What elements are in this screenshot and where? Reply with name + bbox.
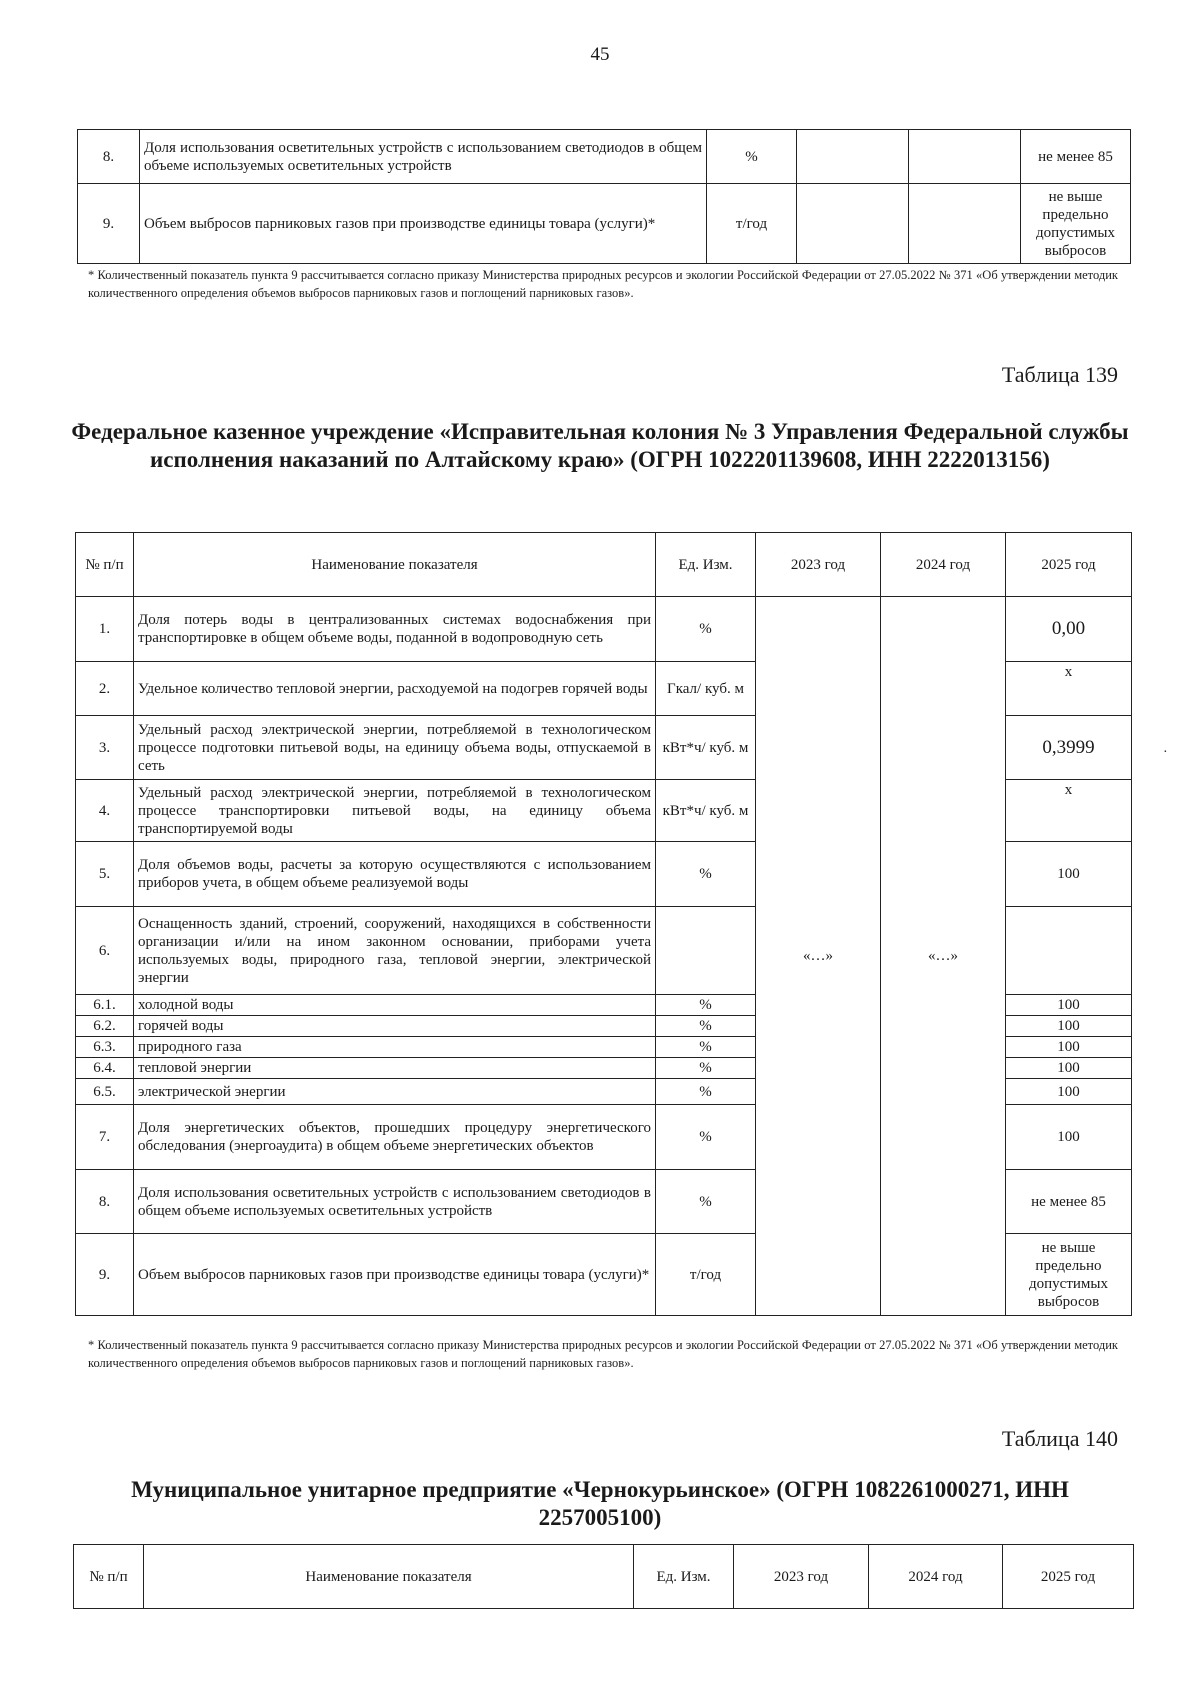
footnote: * Количественный показатель пункта 9 рассчитывается согласно приказу Министерства природных ресурсов и экологии Российской Федерации от 27.05.2022 № 371 «Об утверждении методик количественного определения объемов выбросов парниковых газов и поглощений парниковых газов».: [88, 268, 1118, 300]
value-2025: [1006, 907, 1132, 995]
row-number: 6.3.: [76, 1037, 134, 1058]
value-2025: не менее 85: [1021, 130, 1131, 184]
value-2025: 100: [1006, 1058, 1132, 1079]
row-number: 1.: [76, 597, 134, 662]
header-number: № п/п: [74, 1545, 144, 1609]
row-number: 6.4.: [76, 1058, 134, 1079]
row-number: 2.: [76, 662, 134, 716]
value-2025: х: [1006, 662, 1132, 716]
unit: %: [656, 995, 756, 1016]
row-number: 8.: [78, 130, 140, 184]
value-2025: 100: [1006, 1079, 1132, 1105]
table-row: [78, 184, 1131, 264]
value-2023: [797, 184, 909, 264]
row-number: 6.: [76, 907, 134, 995]
header-name: Наименование показателя: [134, 533, 656, 597]
header-unit: Ед. Изм.: [634, 1545, 734, 1609]
indicator-name: Объем выбросов парниковых газов при производстве единицы товара (услуги)*: [134, 1234, 656, 1316]
row-number: 3.: [76, 716, 134, 780]
row-number: 9.: [76, 1234, 134, 1316]
unit: %: [656, 1105, 756, 1170]
row-number: 7.: [76, 1105, 134, 1170]
value-2025: 0,00: [1006, 597, 1132, 662]
value-2025: х: [1006, 780, 1132, 842]
unit: %: [656, 1079, 756, 1105]
unit: %: [656, 842, 756, 907]
merged-2024: «…»: [881, 597, 1006, 1316]
indicator-name: электрической энергии: [134, 1079, 656, 1105]
value-2025: 100: [1006, 842, 1132, 907]
unit: [656, 907, 756, 995]
organization-title: Муниципальное унитарное предприятие «Чернокурьинское» (ОГРН 1082261000271, ИНН 2257005100): [131, 1477, 1069, 1530]
unit: %: [656, 1037, 756, 1058]
unit: Гкал/ куб. м: [656, 662, 756, 716]
table-header-row: [74, 1545, 1134, 1609]
organization-title: Федеральное казенное учреждение «Исправительная колония № 3 Управления Федеральной службы исполнения наказаний по Алтайскому краю» (ОГРН 1022201139608, ИНН 2222013156): [71, 419, 1129, 472]
header-unit: Ед. Изм.: [656, 533, 756, 597]
indicator-name: Объем выбросов парниковых газов при производстве единицы товара (услуги)*: [140, 184, 707, 264]
indicator-name: природного газа: [134, 1037, 656, 1058]
indicator-name: Удельный расход электрической энергии, потребляемой в технологическом процессе подготовки питьевой воды, на единицу объема воды, отпускаемой в сеть: [134, 716, 656, 780]
row-number: 5.: [76, 842, 134, 907]
row-number: 6.5.: [76, 1079, 134, 1105]
table-140: [73, 1544, 1134, 1609]
unit: кВт*ч/ куб. м: [656, 716, 756, 780]
unit: %: [656, 597, 756, 662]
table-header-row: [76, 533, 1132, 597]
header-number: № п/п: [76, 533, 134, 597]
indicator-name: Удельное количество тепловой энергии, расходуемой на подогрев горячей воды: [134, 662, 656, 716]
table-row: [78, 130, 1131, 184]
indicator-name: тепловой энергии: [134, 1058, 656, 1079]
indicator-name: Доля объемов воды, расчеты за которую осуществляются с использованием приборов учета, в общем объеме реализуемой воды: [134, 842, 656, 907]
row-number: 9.: [78, 184, 140, 264]
header-2025: 2025 год: [1006, 533, 1132, 597]
header-2023: 2023 год: [756, 533, 881, 597]
value-2025: 0,3999: [1006, 716, 1132, 780]
unit: т/год: [656, 1234, 756, 1316]
footnote: * Количественный показатель пункта 9 рассчитывается согласно приказу Министерства природных ресурсов и экологии Российской Федерации от 27.05.2022 № 371 «Об утверждении методик количественного определения объемов выбросов парниковых газов и поглощений парниковых газов».: [88, 1338, 1118, 1370]
merged-2023: «…»: [756, 597, 881, 1316]
value-2025: не менее 85: [1006, 1170, 1132, 1234]
header-2025: 2025 год: [1003, 1545, 1134, 1609]
table-label: Таблица 139: [1001, 362, 1118, 387]
value-2024: [909, 184, 1021, 264]
table-139: [75, 532, 1132, 1316]
top-table: [77, 129, 1131, 264]
header-name: Наименование показателя: [144, 1545, 634, 1609]
header-2023: 2023 год: [734, 1545, 869, 1609]
value-2024: [909, 130, 1021, 184]
unit: %: [656, 1170, 756, 1234]
indicator-name: Доля использования осветительных устройств с использованием светодиодов в общем объеме используемых осветительных устройств: [134, 1170, 656, 1234]
row-number: 6.1.: [76, 995, 134, 1016]
row-number: 6.2.: [76, 1016, 134, 1037]
page-number: 45: [590, 44, 610, 65]
stray-mark: ·: [1163, 745, 1168, 760]
value-2025: не выше предельно допустимых выбросов: [1021, 184, 1131, 264]
unit: %: [707, 130, 797, 184]
indicator-name: Доля энергетических объектов, прошедших процедуру энергетического обследования (энергоаудита) в общем объеме энергетических объектов: [134, 1105, 656, 1170]
unit: т/год: [707, 184, 797, 264]
header-2024: 2024 год: [869, 1545, 1003, 1609]
unit: кВт*ч/ куб. м: [656, 780, 756, 842]
value-2025: 100: [1006, 995, 1132, 1016]
value-2025: не выше предельно допустимых выбросов: [1006, 1234, 1132, 1316]
header-2024: 2024 год: [881, 533, 1006, 597]
indicator-name: Доля использования осветительных устройств с использованием светодиодов в общем объеме используемых осветительных устройств: [140, 130, 707, 184]
unit: %: [656, 1058, 756, 1079]
table-label: Таблица 140: [1001, 1426, 1118, 1451]
row-number: 8.: [76, 1170, 134, 1234]
indicator-name: Доля потерь воды в централизованных системах водоснабжения при транспортировке в общем объеме воды, поданной в водопроводную сеть: [134, 597, 656, 662]
value-2025: 100: [1006, 1016, 1132, 1037]
unit: %: [656, 1016, 756, 1037]
table-row: [76, 597, 1132, 662]
indicator-name: Удельный расход электрической энергии, потребляемой в технологическом процессе транспортировки питьевой воды, на единицу объема транспортируемой воды: [134, 780, 656, 842]
value-2023: [797, 130, 909, 184]
value-2025: 100: [1006, 1037, 1132, 1058]
indicator-name: горячей воды: [134, 1016, 656, 1037]
value-2025: 100: [1006, 1105, 1132, 1170]
row-number: 4.: [76, 780, 134, 842]
indicator-name: Оснащенность зданий, строений, сооружений, находящихся в собственности организации и/или на ином законном основании, приборами учета используемых воды, природного газа, тепловой энергии, электрической энергии: [134, 907, 656, 995]
indicator-name: холодной воды: [134, 995, 656, 1016]
